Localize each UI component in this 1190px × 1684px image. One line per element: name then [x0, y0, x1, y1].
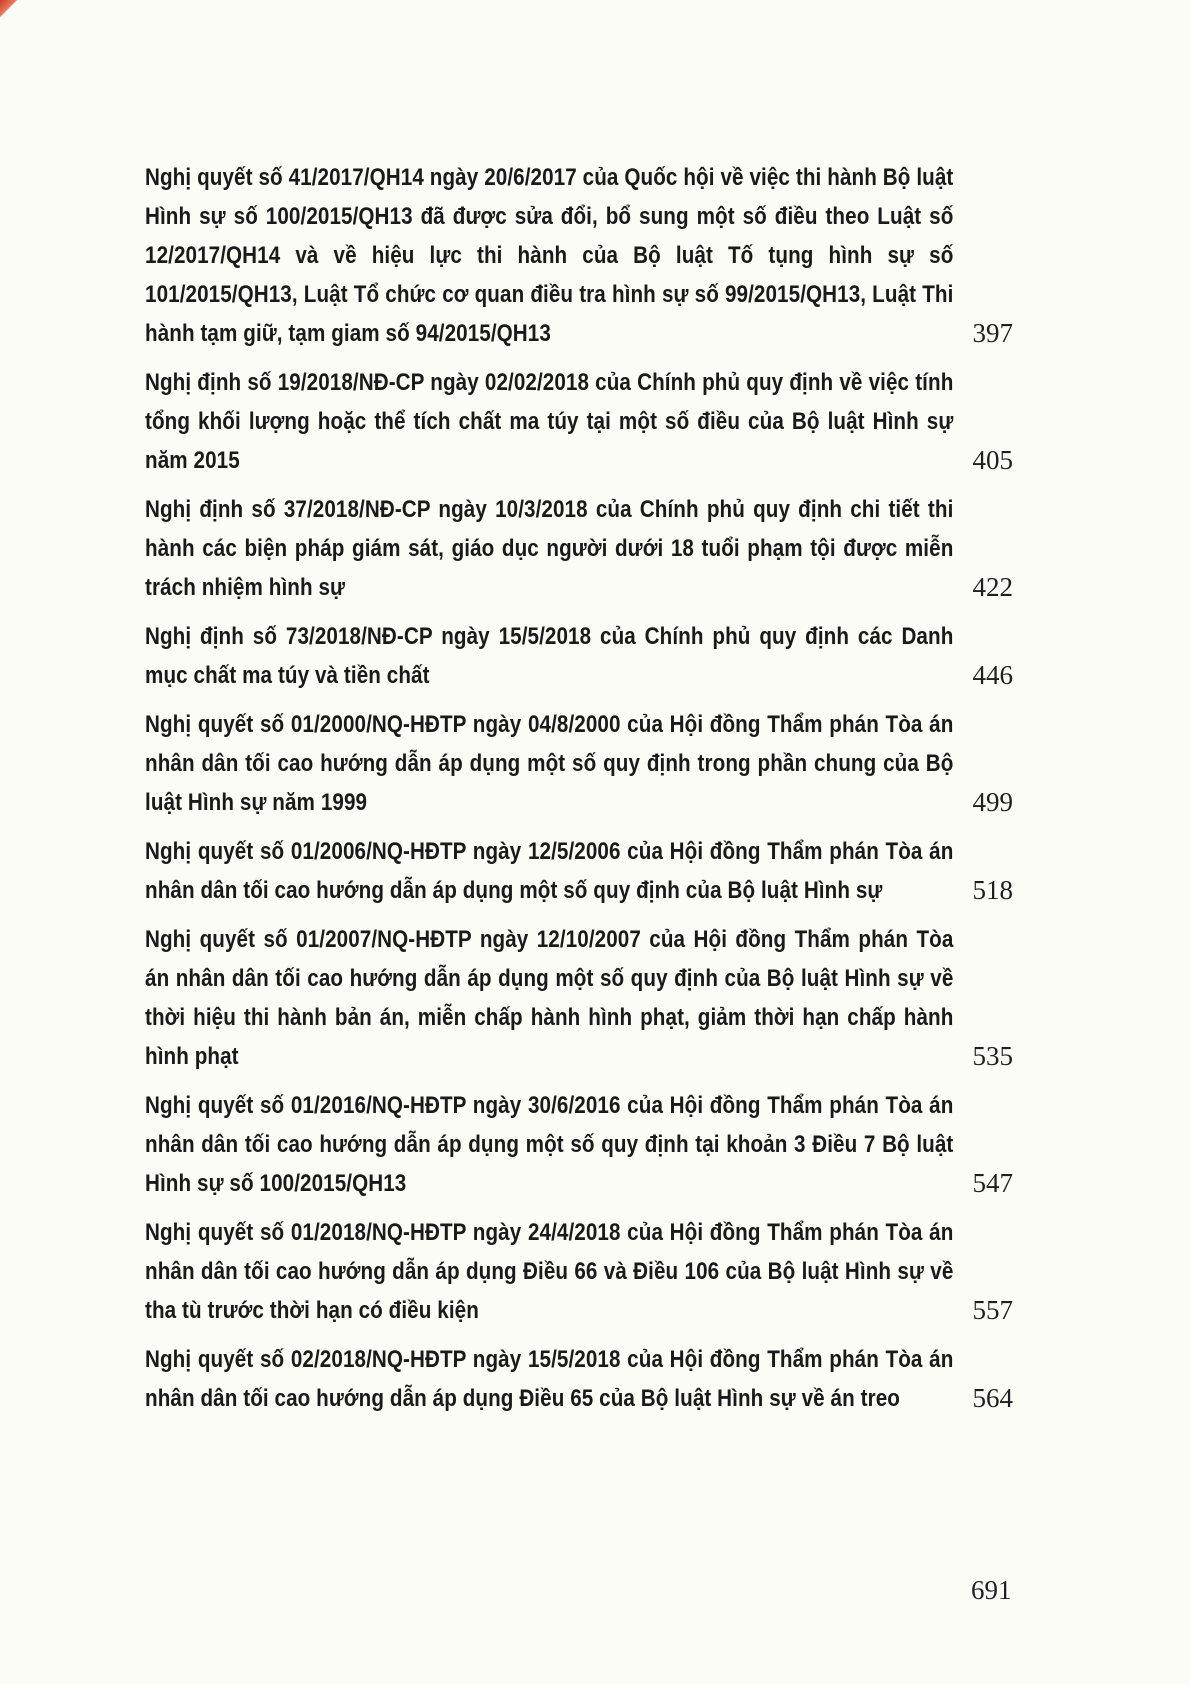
- toc-entry[interactable]: [145, 490, 1013, 607]
- toc-entry[interactable]: [145, 832, 1013, 910]
- toc-entry-page: 422: [972, 572, 1013, 602]
- page-number: 691: [971, 1575, 1012, 1605]
- toc-entry-page: 397: [972, 318, 1013, 348]
- toc-entry-title: Nghị định số 73/2018/NĐ-CP ngày 15/5/2018 của Chính phủ quy định các Danh mục chất ma túy và tiền chất: [145, 623, 954, 689]
- toc-entry-page: 557: [972, 1295, 1013, 1325]
- toc-entry-title: Nghị quyết số 01/2018/NQ-HĐTP ngày 24/4/2018 của Hội đồng Thẩm phán Tòa án nhân dân tối cao hướng dẫn áp dụng Điều 66 và Điều 106 của Bộ luật Hình sự về tha tù trước thời hạn có điều kiện: [145, 1219, 954, 1324]
- toc-entry-page: 405: [972, 445, 1013, 475]
- toc-entry-page: 446: [972, 660, 1013, 690]
- toc-entry-page: 518: [972, 875, 1013, 905]
- toc-entry-title: Nghị quyết số 01/2007/NQ-HĐTP ngày 12/10/2007 của Hội đồng Thẩm phán Tòa án nhân dân tối cao hướng dẫn áp dụng một số quy định của Bộ luật Hình sự về thời hiệu thi hành bản án, miễn chấp hành hình phạt, giảm thời hạn chấp hành hình phạt: [145, 926, 954, 1070]
- corner-tab-mark: [0, 0, 18, 18]
- toc-entry-title: Nghị quyết số 02/2018/NQ-HĐTP ngày 15/5/2018 của Hội đồng Thẩm phán Tòa án nhân dân tối cao hướng dẫn áp dụng Điều 65 của Bộ luật Hình sự về án treo: [145, 1346, 954, 1412]
- toc-entry-title: Nghị định số 37/2018/NĐ-CP ngày 10/3/2018 của Chính phủ quy định chi tiết thi hành các biện pháp giám sát, giáo dục người dưới 18 tuổi phạm tội được miễn trách nhiệm hình sự: [145, 496, 954, 601]
- toc-entry-page: 547: [972, 1168, 1013, 1198]
- toc-entry[interactable]: [145, 363, 1013, 480]
- toc-entry[interactable]: [145, 1213, 1013, 1330]
- toc-entry[interactable]: [145, 158, 1013, 353]
- toc-entry-page: 564: [972, 1383, 1013, 1413]
- toc-entry-title: Nghị quyết số 41/2017/QH14 ngày 20/6/2017 của Quốc hội về việc thi hành Bộ luật Hình sự số 100/2015/QH13 đã được sửa đổi, bổ sung một số điều theo Luật số 12/2017/QH14 và về hiệu lực thi hành của Bộ luật Tố tụng hình sự số 101/2015/QH13, Luật Tổ chức cơ quan điều tra hình sự số 99/2015/QH13, Luật Thi hành tạm giữ, tạm giam số 94/2015/QH13: [145, 164, 954, 347]
- toc-entry[interactable]: [145, 920, 1013, 1076]
- toc-entry[interactable]: [145, 617, 1013, 695]
- toc-entry-title: Nghị định số 19/2018/NĐ-CP ngày 02/02/2018 của Chính phủ quy định về việc tính tổng khối lượng hoặc thể tích chất ma túy tại một số điều của Bộ luật Hình sự năm 2015: [145, 369, 954, 474]
- toc-entry[interactable]: [145, 1340, 1013, 1418]
- table-of-contents: [145, 158, 1013, 1428]
- toc-entry[interactable]: [145, 705, 1013, 822]
- toc-entry-title: Nghị quyết số 01/2000/NQ-HĐTP ngày 04/8/2000 của Hội đồng Thẩm phán Tòa án nhân dân tối cao hướng dẫn áp dụng một số quy định trong phần chung của Bộ luật Hình sự năm 1999: [145, 711, 954, 816]
- toc-entry-title: Nghị quyết số 01/2016/NQ-HĐTP ngày 30/6/2016 của Hội đồng Thẩm phán Tòa án nhân dân tối cao hướng dẫn áp dụng một số quy định tại khoản 3 Điều 7 Bộ luật Hình sự số 100/2015/QH13: [145, 1092, 954, 1197]
- toc-entry-title: Nghị quyết số 01/2006/NQ-HĐTP ngày 12/5/2006 của Hội đồng Thẩm phán Tòa án nhân dân tối cao hướng dẫn áp dụng một số quy định của Bộ luật Hình sự: [145, 838, 954, 904]
- toc-entry-page: 535: [972, 1041, 1013, 1071]
- toc-entry[interactable]: [145, 1086, 1013, 1203]
- toc-entry-page: 499: [972, 787, 1013, 817]
